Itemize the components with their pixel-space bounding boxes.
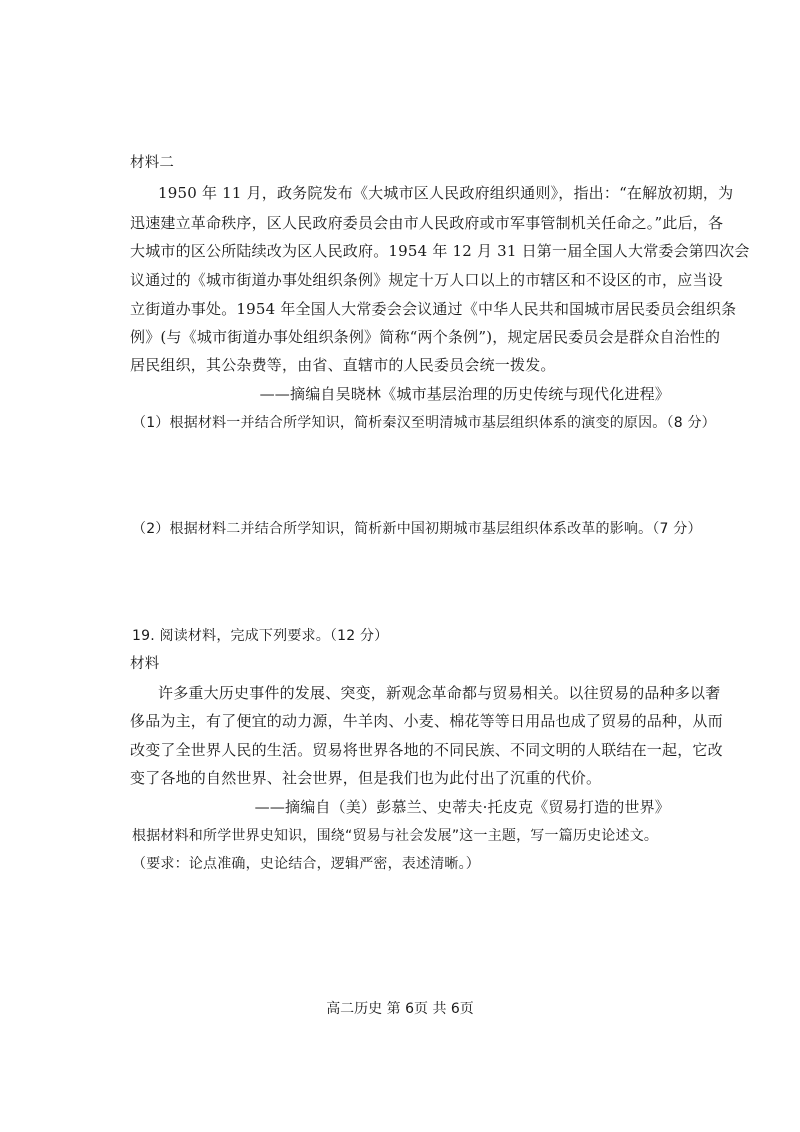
material2-heading: 材料二 — [130, 155, 175, 171]
question-2: （2）根据材料二并结合所学知识，简析新中国初期城市基层组织体系改革的影响。（7 分） — [132, 521, 702, 537]
q19-material-line-4: 变了各地的自然世界、社会世界，但是我们也为此付出了沉重的代价。 — [130, 769, 602, 787]
question-19-title: 19. 阅读材料，完成下列要求。（12 分） — [132, 628, 389, 644]
question-1: （1）根据材料一并结合所学知识，简析秦汉至明清城市基层组织体系的演变的原因。（8 分） — [132, 415, 716, 431]
q19-material-line-1: 许多重大历史事件的发展、突变，新观念革命都与贸易相关。以往贸易的品种多以奢 — [158, 684, 721, 702]
q19-material-heading: 材料 — [130, 656, 160, 672]
q19-task-line-2: （要求：论点准确，史论结合，逻辑严密，表述清晰。） — [132, 856, 480, 872]
material2-line-3: 大城市的区公所陆续改为区人民政府。1954 年 12 月 31 日第一届全国人大常委会第四次会 — [130, 242, 750, 260]
q19-material-source: ——摘编自（美）彭慕兰、史蒂夫·托皮克《贸易打造的世界》 — [254, 798, 670, 816]
material2-line-4: 议通过的《城市街道办事处组织条例》规定十万人口以上的市辖区和不设区的市，应当设 — [130, 271, 723, 289]
page-footer: 高二历史 第 6页 共 6页 — [326, 1001, 474, 1017]
material2-line-2: 迅速建立革命秩序，区人民政府委员会由市人民政府或市军事管制机关任命之。”此后，各 — [130, 214, 724, 232]
material2-line-1: 1950 年 11 月，政务院发布《大城市区人民政府组织通则》，指出：“在解放初期，为 — [158, 184, 734, 202]
material2-line-6: 例》(与《城市街道办事处组织条例》简称“两个条例”)，规定居民委员会是群众自治性的 — [130, 328, 721, 346]
q19-material-line-2: 侈品为主，有了便宜的动力源，牛羊肉、小麦、棉花等等日用品也成了贸易的品种，从而 — [130, 712, 723, 730]
material2-source: ——摘编自吴晓林《城市基层治理的历史传统与现代化进程》 — [259, 385, 670, 403]
material2-line-5: 立街道办事处。1954 年全国人大常委会会议通过《中华人民共和国城市居民委员会组织条 — [130, 300, 737, 318]
q19-task-line-1: 根据材料和所学世界史知识，围绕“贸易与社会发展”这一主题，写一篇历史论述文。 — [132, 828, 659, 844]
q19-material-line-3: 改变了全世界人民的生活。贸易将世界各地的不同民族、不同文明的人联结在一起，它改 — [130, 741, 723, 759]
material2-line-7: 居民组织，其公杂费等，由省、直辖市的人民委员会统一拨发。 — [130, 356, 556, 374]
